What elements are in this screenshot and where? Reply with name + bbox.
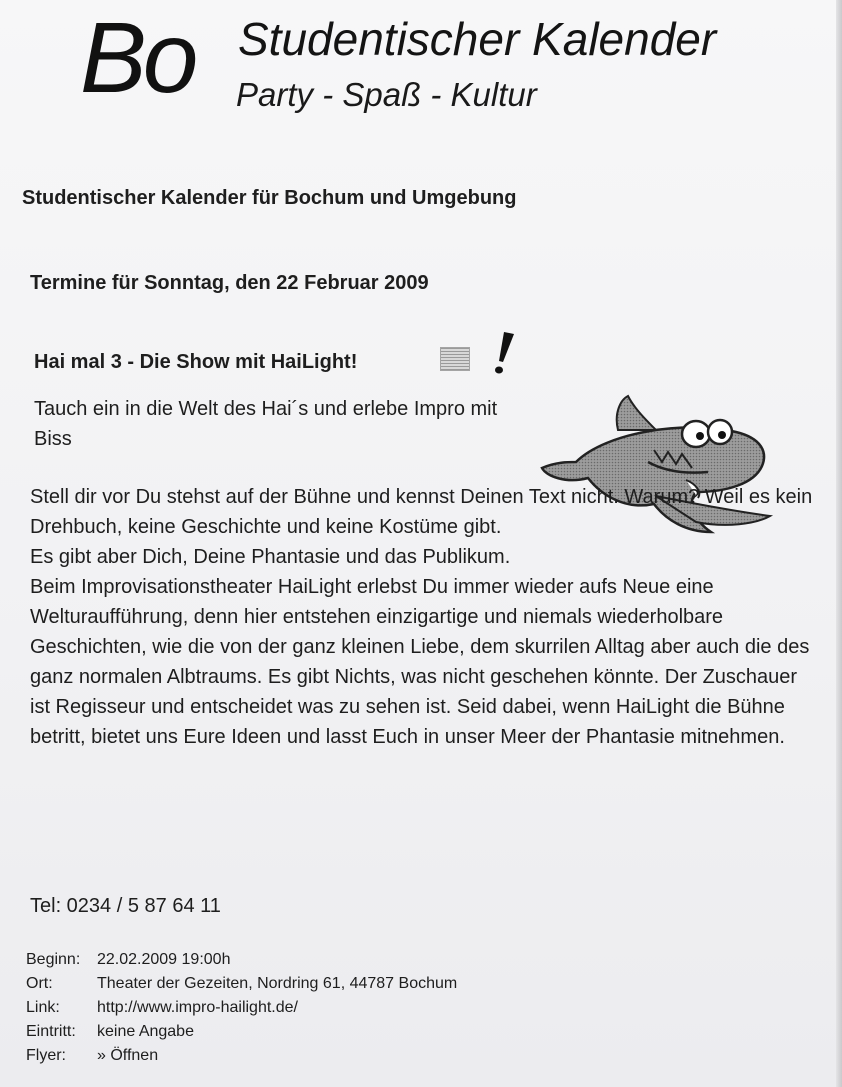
event-title: Hai mal 3 - Die Show mit HaiLight! [34, 351, 358, 373]
detail-label: Beginn: [26, 951, 81, 968]
detail-value: Theater der Gezeiten, Nordring 61, 44787 Bochum [97, 975, 458, 992]
event-intro: Tauch ein in die Welt des Hai´s und erlebe Impro mit Biss [34, 398, 498, 450]
flyer-open-link[interactable]: » Öffnen [97, 1047, 159, 1064]
logo: Bo [80, 2, 195, 114]
detail-value: keine Angabe [97, 1023, 194, 1040]
page-heading: Studentischer Kalender für Bochum und Umgebung [22, 187, 517, 209]
detail-label: Ort: [26, 975, 53, 992]
detail-row-eintritt [26, 1020, 457, 1044]
masthead-title: Studentischer Kalender [238, 13, 717, 65]
event-link[interactable]: http://www.impro-hailight.de/ [97, 999, 298, 1016]
detail-row-ort [26, 972, 457, 996]
detail-value: 22.02.2009 19:00h [97, 951, 231, 968]
detail-row-link [26, 996, 457, 1020]
image-icon [440, 347, 470, 371]
detail-label: Eintritt: [26, 1023, 76, 1040]
detail-row-beginn [26, 948, 457, 972]
exclamation-icon [490, 330, 518, 378]
masthead-tagline: Party - Spaß - Kultur [236, 76, 537, 113]
detail-label: Link: [26, 999, 60, 1016]
detail-row-flyer [26, 1044, 457, 1068]
event-phone: Tel: 0234 / 5 87 64 11 [30, 895, 221, 917]
date-heading: Termine für Sonntag, den 22 Februar 2009 [30, 272, 429, 294]
scan-edge-shadow [836, 0, 842, 1087]
event-details [26, 948, 457, 1068]
detail-label: Flyer: [26, 1047, 66, 1064]
event-description: Stell dir vor Du stehst auf der Bühne und kennst Deinen Text nicht. Warum? Weil es kein Drehbuch, keine Geschichte und keine Kostüme gibt. Es gibt aber Dich, Deine Phantasie und das Publikum. Beim Improvisationstheater HaiLight erlebst Du immer wieder aufs Neue eine Welturaufführung, denn hier entstehen einzigartige und niemals wiederholbare Geschichten, wie die von der ganz kleinen Liebe, dem skurrilen Alltag aber auch die des ganz normalen Albtraums. Es gibt Nichts, was nicht geschehen könnte. Der Zuschauer ist Regisseur und entscheidet was zu sehen ist. Seid dabei, wenn HaiLight die Bühne betritt, bietet uns Eure Ideen und lasst Euch in unser Meer der Phantasie mitnehmen. [30, 486, 813, 748]
